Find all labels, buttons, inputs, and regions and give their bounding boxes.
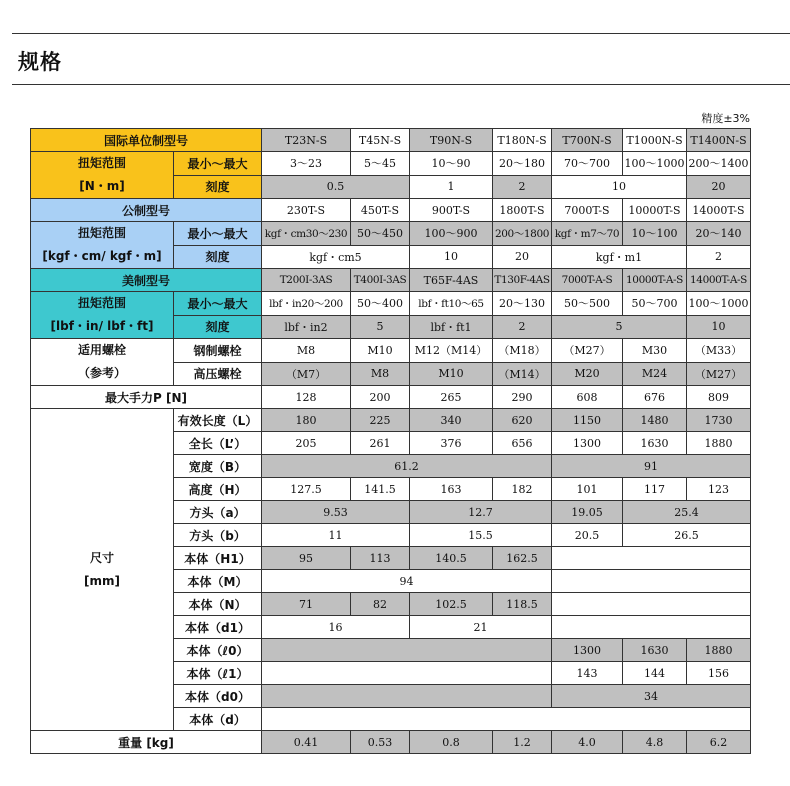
n-label: 本体（N） <box>174 593 262 616</box>
table-cell: T1400N-S <box>687 129 751 152</box>
table-cell: T180N-S <box>493 129 552 152</box>
table-cell: 0.5 <box>262 175 410 199</box>
d1-label: 本体（d1） <box>174 616 262 639</box>
table-cell: 200～1400 <box>687 152 751 176</box>
table-cell: 12.7 <box>410 501 552 524</box>
table-cell: T700N-S <box>552 129 623 152</box>
table-cell: 144 <box>623 662 687 685</box>
empty-cell <box>552 616 751 639</box>
table-cell: 2 <box>687 245 751 269</box>
table-cell: 1300 <box>552 639 623 662</box>
us-scale-label: 刻度 <box>174 315 262 339</box>
weight-label: 重量 [kg] <box>31 731 262 754</box>
width-label: 宽度（B） <box>174 455 262 478</box>
eff-len-row <box>31 409 751 432</box>
table-cell: 140.5 <box>410 547 493 570</box>
m-label: 本体（M） <box>174 570 262 593</box>
table-cell: 11 <box>262 524 410 547</box>
table-cell: 1880 <box>687 639 751 662</box>
d-label: 本体（d） <box>174 708 262 731</box>
table-cell: （M7） <box>262 362 351 386</box>
table-cell: 230T-S <box>262 199 351 222</box>
table-cell: （M27） <box>552 339 623 363</box>
table-cell: 1730 <box>687 409 751 432</box>
table-cell: 608 <box>552 386 623 409</box>
table-cell: 2 <box>493 175 552 199</box>
table-cell: 21 <box>410 616 552 639</box>
table-cell: 10 <box>552 175 687 199</box>
table-cell: （M18） <box>493 339 552 363</box>
table-cell: 620 <box>493 409 552 432</box>
table-cell: 0.41 <box>262 731 351 754</box>
us-torque-label: 扭矩范围 [lbf・in/ lbf・ft] <box>31 292 174 339</box>
table-cell: 5～45 <box>351 152 410 176</box>
max-force-row <box>31 386 751 409</box>
table-cell: （M33） <box>687 339 751 363</box>
table-cell: 1800T-S <box>493 199 552 222</box>
table-cell: 0.53 <box>351 731 410 754</box>
table-cell: 123 <box>687 478 751 501</box>
table-cell: 900T-S <box>410 199 493 222</box>
table-cell: 117 <box>623 478 687 501</box>
intl-minmax-label: 最小～最大 <box>174 152 262 176</box>
table-cell: 91 <box>552 455 751 478</box>
table-cell: 25.4 <box>623 501 751 524</box>
page-title: 规格 <box>18 50 62 74</box>
table-cell: 50～700 <box>623 292 687 316</box>
table-cell: M10 <box>351 339 410 363</box>
intl-scale-label: 刻度 <box>174 175 262 199</box>
us-model-label: 美制型号 <box>31 269 262 292</box>
table-cell: 7000T-S <box>552 199 623 222</box>
table-cell: 225 <box>351 409 410 432</box>
table-cell: 1150 <box>552 409 623 432</box>
empty-cell <box>262 639 552 662</box>
table-cell: 265 <box>410 386 493 409</box>
table-cell: 143 <box>552 662 623 685</box>
metric-minmax-label: 最小～最大 <box>174 222 262 246</box>
title-bar <box>12 33 790 85</box>
table-cell: 20.5 <box>552 524 623 547</box>
table-cell: 200 <box>351 386 410 409</box>
metric-torque-minmax-row <box>31 222 751 246</box>
table-cell: M10 <box>410 362 493 386</box>
table-cell: 20～180 <box>493 152 552 176</box>
table-cell: 20～130 <box>493 292 552 316</box>
table-cell: （M14） <box>493 362 552 386</box>
table-cell: 19.05 <box>552 501 623 524</box>
metric-torque-label: 扭矩范围 [kgf・cm/ kgf・m] <box>31 222 174 269</box>
table-cell: T45N-S <box>351 129 410 152</box>
table-cell: T23N-S <box>262 129 351 152</box>
table-cell: 450T-S <box>351 199 410 222</box>
table-cell: 180 <box>262 409 351 432</box>
empty-cell <box>262 708 751 731</box>
steel-bolt-row <box>31 339 751 363</box>
table-cell: 113 <box>351 547 410 570</box>
table-cell: 70～700 <box>552 152 623 176</box>
table-cell: T400I-3AS <box>351 269 410 292</box>
table-cell: 10～90 <box>410 152 493 176</box>
table-cell: M30 <box>623 339 687 363</box>
table-cell: 809 <box>687 386 751 409</box>
table-cell: 1630 <box>623 639 687 662</box>
table-cell: 290 <box>493 386 552 409</box>
table-cell: 100～1000 <box>687 292 751 316</box>
d0-label: 本体（d0） <box>174 685 262 708</box>
table-cell: 205 <box>262 432 351 455</box>
total-len-label: 全长（L’） <box>174 432 262 455</box>
table-cell: T1000N-S <box>623 129 687 152</box>
table-cell: 10～100 <box>623 222 687 246</box>
table-cell: 1880 <box>687 432 751 455</box>
table-cell: 376 <box>410 432 493 455</box>
table-cell: lbf・ft10～65 <box>410 292 493 316</box>
table-cell: 34 <box>552 685 751 708</box>
metric-model-label: 公制型号 <box>31 199 262 222</box>
table-cell: T130F-4AS <box>493 269 552 292</box>
table-cell: 1 <box>410 175 493 199</box>
intl-model-row <box>31 129 751 152</box>
precision-note: 精度±3% <box>701 112 750 125</box>
table-cell: 1300 <box>552 432 623 455</box>
intl-torque-label: 扭矩范围 [N・m] <box>31 152 174 199</box>
us-torque-minmax-row <box>31 292 751 316</box>
table-cell: 14000T-A-S <box>687 269 751 292</box>
table-cell: 50～450 <box>351 222 410 246</box>
table-cell: 200～1800 <box>493 222 552 246</box>
table-cell: 7000T-A-S <box>552 269 623 292</box>
table-cell: 162.5 <box>493 547 552 570</box>
table-cell: 2 <box>493 315 552 339</box>
table-cell: 5 <box>552 315 687 339</box>
intl-torque-minmax-row <box>31 152 751 176</box>
metric-scale-label: 刻度 <box>174 245 262 269</box>
table-cell: 100～900 <box>410 222 493 246</box>
table-cell: kgf・cm5 <box>262 245 410 269</box>
steel-bolt-label: 钢制螺栓 <box>174 339 262 363</box>
table-cell: 128 <box>262 386 351 409</box>
table-cell: 82 <box>351 593 410 616</box>
table-cell: 14000T-S <box>687 199 751 222</box>
h1-label: 本体（H1） <box>174 547 262 570</box>
table-cell: 656 <box>493 432 552 455</box>
table-cell: 20 <box>493 245 552 269</box>
max-force-label: 最大手力P [N] <box>31 386 262 409</box>
table-cell: 118.5 <box>493 593 552 616</box>
dims-label: 尺寸 [mm] <box>31 409 174 731</box>
table-cell: 10000T-A-S <box>623 269 687 292</box>
table-cell: 1480 <box>623 409 687 432</box>
table-cell: 1630 <box>623 432 687 455</box>
table-cell: 50～400 <box>351 292 410 316</box>
table-cell: 340 <box>410 409 493 432</box>
metric-model-row <box>31 199 751 222</box>
table-cell: M24 <box>623 362 687 386</box>
table-cell: 94 <box>262 570 552 593</box>
sq-a-label: 方头（a） <box>174 501 262 524</box>
table-cell: T200I-3AS <box>262 269 351 292</box>
table-cell: 16 <box>262 616 410 639</box>
us-minmax-label: 最小～最大 <box>174 292 262 316</box>
empty-cell <box>552 570 751 593</box>
table-cell: 10000T-S <box>623 199 687 222</box>
table-cell: kgf・m1 <box>552 245 687 269</box>
empty-cell <box>262 662 552 685</box>
table-cell: T90N-S <box>410 129 493 152</box>
table-cell: 9.53 <box>262 501 410 524</box>
high-bolt-label: 高压螺栓 <box>174 362 262 386</box>
empty-cell <box>552 547 751 570</box>
table-cell: 127.5 <box>262 478 351 501</box>
weight-row <box>31 731 751 754</box>
table-cell: 3～23 <box>262 152 351 176</box>
bolt-label: 适用螺栓 （参考） <box>31 339 174 386</box>
height-label: 高度（H） <box>174 478 262 501</box>
l1-label: 本体（ℓ1） <box>174 662 262 685</box>
table-cell: 141.5 <box>351 478 410 501</box>
sq-b-label: 方头（b） <box>174 524 262 547</box>
table-cell: 4.8 <box>623 731 687 754</box>
table-cell: kgf・cm30～230 <box>262 222 351 246</box>
intl-model-label: 国际单位制型号 <box>31 129 262 152</box>
table-cell: 4.0 <box>552 731 623 754</box>
table-cell: 1.2 <box>493 731 552 754</box>
spec-table <box>30 128 751 754</box>
table-cell: M12（M14） <box>410 339 493 363</box>
table-cell: 100～1000 <box>623 152 687 176</box>
table-cell: 10 <box>410 245 493 269</box>
table-cell: 71 <box>262 593 351 616</box>
table-cell: 163 <box>410 478 493 501</box>
table-cell: M20 <box>552 362 623 386</box>
table-cell: lbf・ft1 <box>410 315 493 339</box>
table-cell: 102.5 <box>410 593 493 616</box>
table-cell: 156 <box>687 662 751 685</box>
table-cell: 95 <box>262 547 351 570</box>
table-cell: lbf・in2 <box>262 315 351 339</box>
table-cell: （M27） <box>687 362 751 386</box>
table-cell: 50～500 <box>552 292 623 316</box>
table-cell: 5 <box>351 315 410 339</box>
empty-cell <box>262 685 552 708</box>
l0-label: 本体（ℓ0） <box>174 639 262 662</box>
table-cell: 182 <box>493 478 552 501</box>
empty-cell <box>552 593 751 616</box>
eff-len-label: 有效长度（L） <box>174 409 262 432</box>
table-cell: 261 <box>351 432 410 455</box>
us-model-row <box>31 269 751 292</box>
table-cell: 101 <box>552 478 623 501</box>
table-cell: 10 <box>687 315 751 339</box>
table-cell: 20～140 <box>687 222 751 246</box>
table-cell: T65F-4AS <box>410 269 493 292</box>
table-cell: 61.2 <box>262 455 552 478</box>
table-cell: M8 <box>262 339 351 363</box>
table-cell: kgf・m7～70 <box>552 222 623 246</box>
table-cell: 20 <box>687 175 751 199</box>
table-cell: lbf・in20～200 <box>262 292 351 316</box>
table-cell: 6.2 <box>687 731 751 754</box>
table-cell: 676 <box>623 386 687 409</box>
table-cell: 15.5 <box>410 524 552 547</box>
table-cell: 0.8 <box>410 731 493 754</box>
table-cell: M8 <box>351 362 410 386</box>
table-cell: 26.5 <box>623 524 751 547</box>
